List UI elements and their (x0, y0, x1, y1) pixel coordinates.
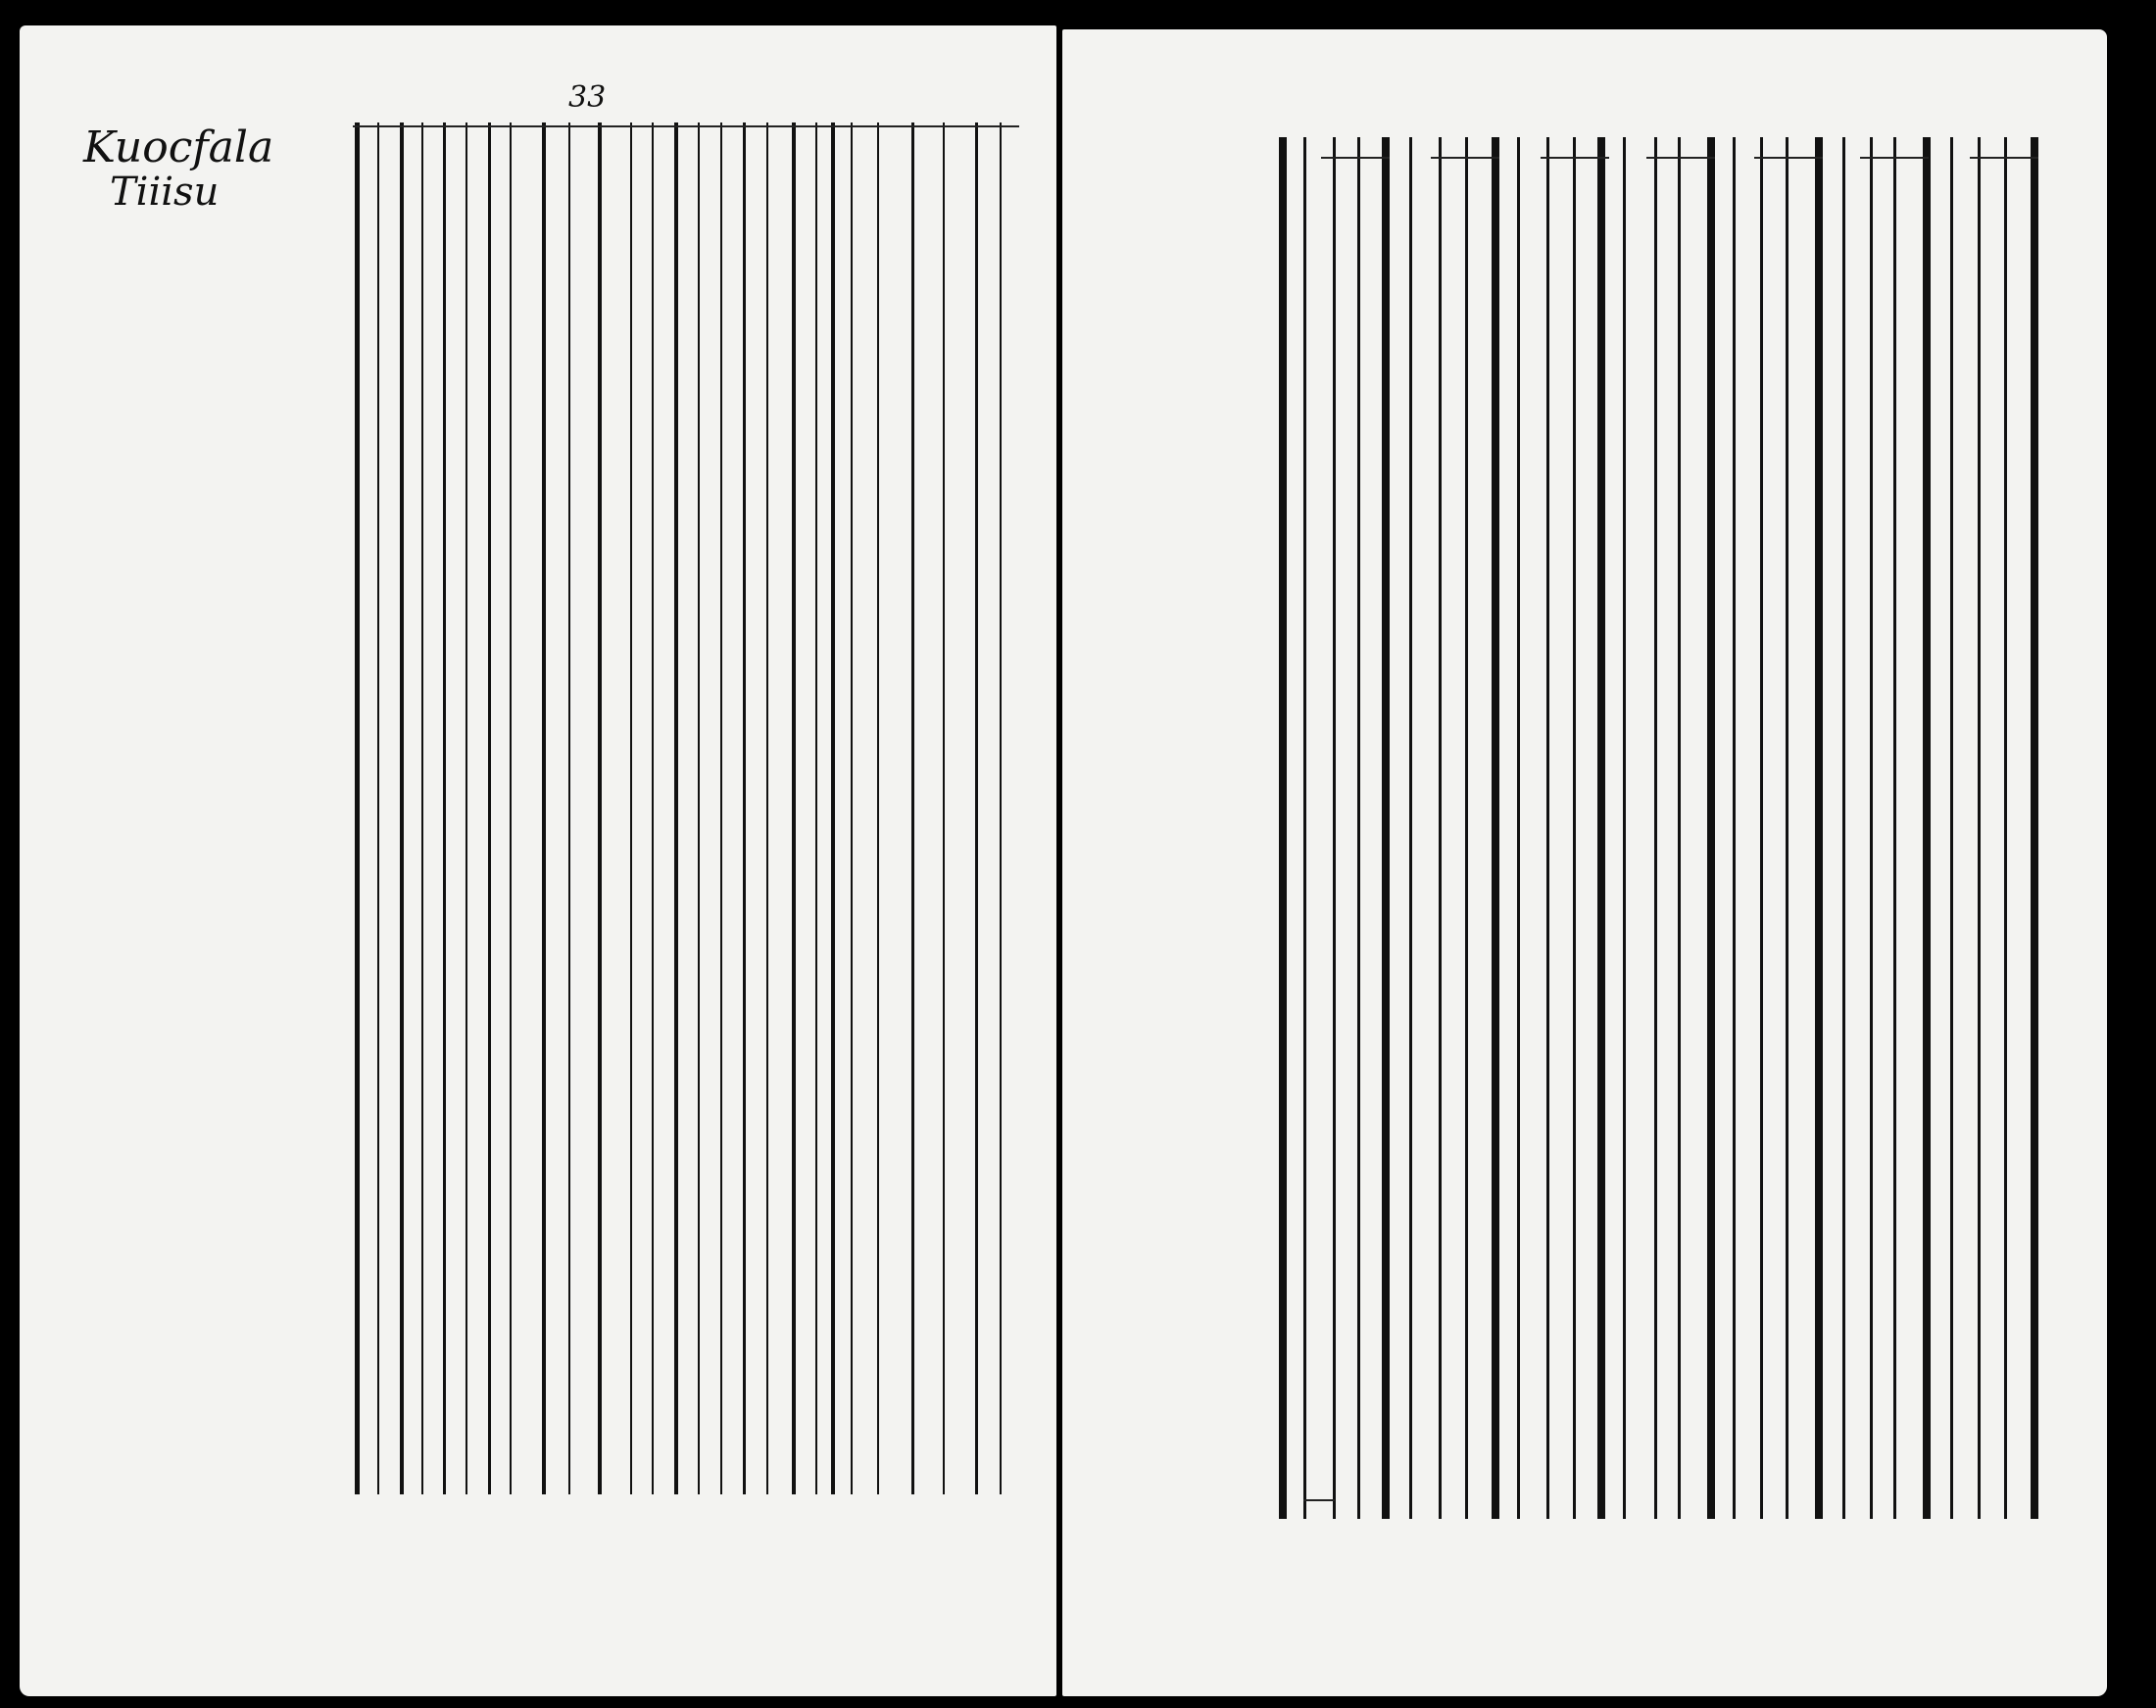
column-rule (698, 122, 700, 1494)
year-rule (1541, 157, 1609, 159)
right-column-rule (1623, 137, 1626, 1519)
column-rule (815, 122, 817, 1494)
right-column-rule (1597, 137, 1605, 1519)
column-rule (831, 122, 835, 1494)
right-column-rule (1279, 137, 1287, 1519)
right-column-rule (1923, 137, 1931, 1519)
column-rule (421, 122, 423, 1494)
total-rule (1303, 1499, 1335, 1501)
column-rule (466, 122, 467, 1494)
column-rule (743, 122, 746, 1494)
right-column-rule (1707, 137, 1715, 1519)
column-rule (674, 122, 678, 1494)
page-number: 33 (568, 80, 607, 115)
right-column-rule (1382, 137, 1390, 1519)
column-rule (877, 122, 879, 1494)
column-rule (975, 122, 978, 1494)
year-rule (1431, 157, 1499, 159)
column-rule (720, 122, 722, 1494)
right-column-rule (1465, 137, 1468, 1519)
year-rule (1754, 157, 1823, 159)
year-rule (1646, 157, 1715, 159)
right-column-rule (1760, 137, 1763, 1519)
right-column-rule (1842, 137, 1845, 1519)
column-rule (851, 122, 853, 1494)
column-rule (488, 122, 491, 1494)
right-column-rule (1950, 137, 1953, 1519)
right-column-rule (1815, 137, 1823, 1519)
column-rule (443, 122, 446, 1494)
parish-subname: Tiiisu (110, 170, 220, 215)
column-rule (1000, 122, 1002, 1494)
right-column-rule (2004, 137, 2007, 1519)
column-rule (542, 122, 546, 1494)
column-rule (652, 122, 654, 1494)
right-column-rule (1333, 137, 1336, 1519)
column-rule (630, 122, 632, 1494)
right-column-rule (1573, 137, 1576, 1519)
column-rule (911, 122, 914, 1494)
right-column-rule (1517, 137, 1520, 1519)
column-rule (568, 122, 570, 1494)
right-column-rule (1303, 137, 1306, 1519)
column-rule (598, 122, 602, 1494)
right-column-rule (2031, 137, 2038, 1519)
right-column-rule (1678, 137, 1681, 1519)
parish-name: Kuocfala (83, 122, 274, 172)
year-rule (1970, 157, 2038, 159)
column-rule (792, 122, 796, 1494)
column-rule (510, 122, 512, 1494)
right-column-rule (1357, 137, 1360, 1519)
right-column-rule (1439, 137, 1442, 1519)
year-rule (1860, 157, 1929, 159)
column-rule (400, 122, 404, 1494)
right-column-rule (1870, 137, 1873, 1519)
column-rule (377, 122, 379, 1494)
right-column-rule (1786, 137, 1788, 1519)
right-column-rule (1546, 137, 1549, 1519)
right-column-rule (1409, 137, 1412, 1519)
year-rule (1321, 157, 1390, 159)
column-rule (766, 122, 768, 1494)
left-page (20, 25, 1056, 1696)
right-column-rule (1893, 137, 1896, 1519)
right-column-rule (1654, 137, 1657, 1519)
right-column-rule (1978, 137, 1981, 1519)
column-rule (943, 122, 945, 1494)
column-rule (355, 122, 360, 1494)
right-column-rule (1492, 137, 1499, 1519)
right-column-rule (1733, 137, 1736, 1519)
header-rule (353, 125, 1019, 127)
